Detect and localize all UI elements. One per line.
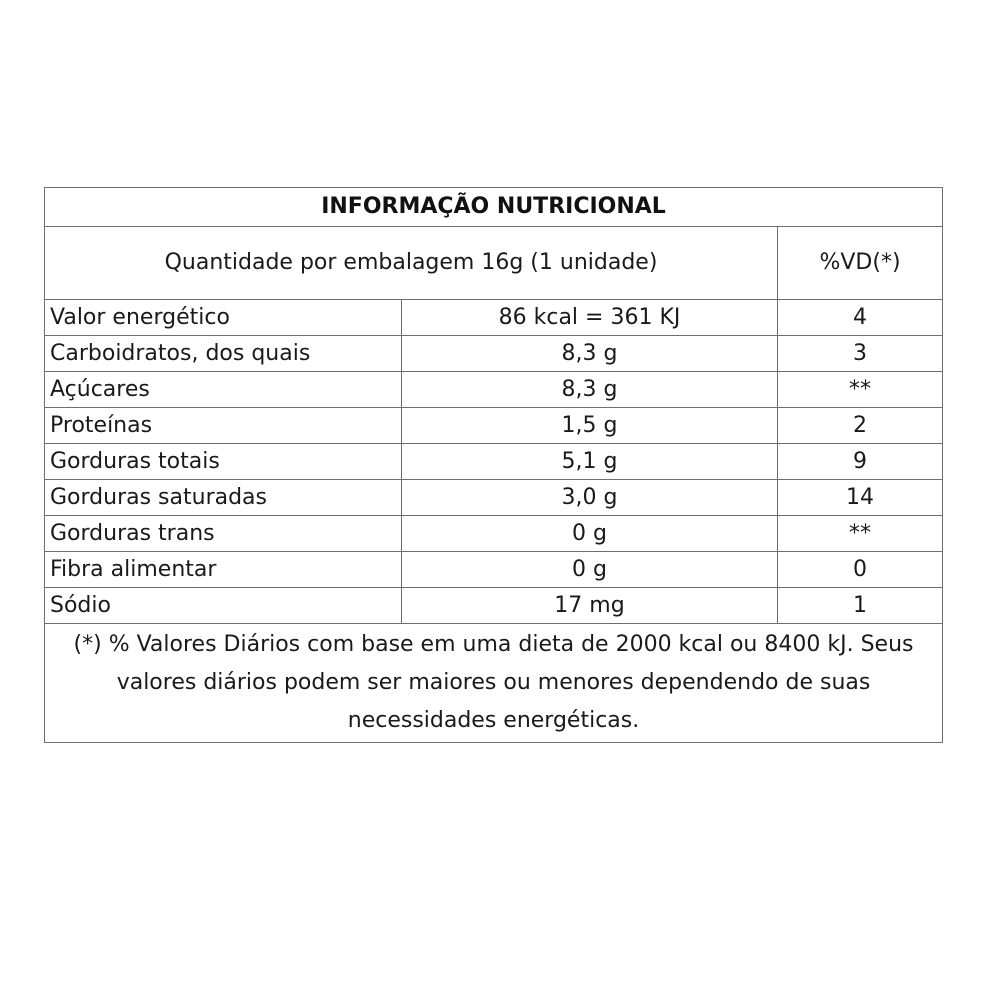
table-row-fiber [45, 552, 943, 588]
header-row [45, 227, 943, 300]
nutrient-daily-value: ** [778, 516, 943, 552]
nutrient-amount: 8,3 g [402, 336, 778, 372]
nutrient-daily-value: 4 [778, 300, 943, 336]
nutrient-daily-value: 2 [778, 408, 943, 444]
table-row-proteins [45, 408, 943, 444]
nutrient-name: Açúcares [45, 372, 402, 408]
nutrition-facts-table [44, 187, 943, 743]
nutrient-amount: 3,0 g [402, 480, 778, 516]
nutrient-daily-value: 1 [778, 588, 943, 624]
nutrient-amount: 86 kcal = 361 KJ [402, 300, 778, 336]
table-row-energy [45, 300, 943, 336]
table-row-saturated-fat [45, 480, 943, 516]
nutrient-amount: 5,1 g [402, 444, 778, 480]
nutrient-name: Proteínas [45, 408, 402, 444]
nutrient-name: Valor energético [45, 300, 402, 336]
nutrient-daily-value: 3 [778, 336, 943, 372]
daily-value-header: %VD(*) [778, 227, 943, 300]
table-row-trans-fat [45, 516, 943, 552]
nutrient-name: Gorduras totais [45, 444, 402, 480]
table-title: INFORMAÇÃO NUTRICIONAL [45, 188, 943, 227]
nutrient-amount: 0 g [402, 516, 778, 552]
nutrient-name: Sódio [45, 588, 402, 624]
nutrient-amount: 1,5 g [402, 408, 778, 444]
footnote-row [45, 624, 943, 743]
nutrient-amount: 0 g [402, 552, 778, 588]
table-row-total-fat [45, 444, 943, 480]
table-row-sodium [45, 588, 943, 624]
nutrient-amount: 8,3 g [402, 372, 778, 408]
nutrient-daily-value: 9 [778, 444, 943, 480]
serving-size-header: Quantidade por embalagem 16g (1 unidade) [45, 227, 778, 300]
nutrient-name: Gorduras saturadas [45, 480, 402, 516]
nutrient-daily-value: 14 [778, 480, 943, 516]
footnote-line: valores diários podem ser maiores ou menores dependendo de suas [116, 670, 871, 695]
nutrient-name: Carboidratos, dos quais [45, 336, 402, 372]
footnote-line: necessidades energéticas. [347, 708, 640, 733]
table-row-sugars [45, 372, 943, 408]
title-row [45, 188, 943, 227]
table-row-carbohydrates [45, 336, 943, 372]
footnote-line: (*) % Valores Diários com base em uma dieta de 2000 kcal ou 8400 kJ. Seus [73, 632, 914, 657]
nutrient-daily-value: ** [778, 372, 943, 408]
nutrient-amount: 17 mg [402, 588, 778, 624]
nutrient-name: Fibra alimentar [45, 552, 402, 588]
nutrient-name: Gorduras trans [45, 516, 402, 552]
daily-value-footnote [45, 624, 943, 743]
nutrient-daily-value: 0 [778, 552, 943, 588]
